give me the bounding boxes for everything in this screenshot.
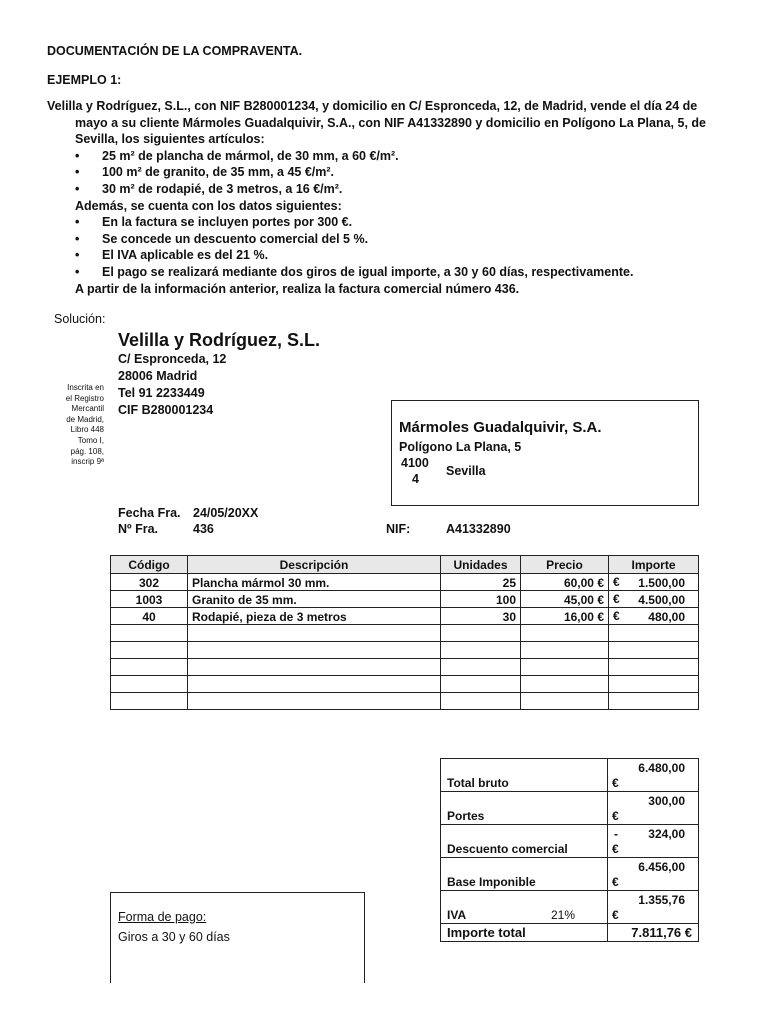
col-code: Código (111, 556, 188, 574)
extra-item: • El IVA aplicable es del 21 %. (75, 248, 269, 263)
problem-statement (47, 98, 727, 297)
client-name: Mármoles Guadalquivir, S.A. (399, 419, 602, 436)
total-row (441, 924, 699, 942)
col-amount: Importe (609, 556, 699, 574)
total-row: Portes 300,00 € (441, 792, 699, 825)
extra-intro: Además, se cuenta con los datos siguientes: (75, 198, 342, 213)
bullet-icon: • (75, 165, 80, 180)
client-zip-suffix: 4 (412, 472, 419, 486)
seller-name: Velilla y Rodríguez, S.L. (118, 330, 321, 350)
total-label: Importe total (441, 924, 608, 942)
bullet-icon: • (75, 148, 80, 163)
statement-line: Sevilla, los siguientes artículos: (75, 132, 265, 147)
total-row: Descuento comercial - 324,00 € (441, 825, 699, 858)
invoice-date: 24/05/20XX (193, 506, 259, 520)
base-label: Base Imponible (441, 858, 608, 891)
col-price: Precio (521, 556, 609, 574)
table-header (111, 556, 699, 574)
table-row-empty (111, 693, 699, 710)
table-row: 302 Plancha mármol 30 mm. 25 60,00 € 1.500,00 € (111, 574, 699, 591)
col-units: Unidades (441, 556, 521, 574)
total-row: Total bruto 6.480,00 € (441, 759, 699, 792)
col-description: Descripción (188, 556, 441, 574)
totals-table (440, 758, 699, 942)
bullet-icon: • (75, 215, 80, 230)
bullet-icon: • (75, 248, 80, 263)
freight-label: Portes (441, 792, 608, 825)
client-zip: 4100 (401, 456, 429, 470)
discount-label: Descuento comercial (441, 825, 608, 858)
seller-cif: CIF B280001234 (118, 403, 214, 417)
payment-label: Forma de pago: (118, 910, 207, 924)
article-item: • 25 m² de plancha de mármol, de 30 mm, a 60 €/m². (75, 148, 399, 163)
total-row: Base Imponible 6.456,00 € (441, 858, 699, 891)
extra-item: • En la factura se incluyen portes por 300 €. (75, 215, 353, 230)
statement-line: Velilla y Rodríguez, S.L., con NIF B280001234, y domicilio en C/ Espronceda, 12, de Madrid, vende el día 24 de (47, 99, 698, 113)
seller-phone: Tel 91 2233449 (118, 386, 205, 400)
total-row: IVA 21% 1.355,76 € (441, 891, 699, 924)
registry-note: Inscrita en el Registro Mercantil de Madrid, Libro 448 Tomo I, pág. 108, inscrip 9ª (65, 383, 104, 467)
client-city: Sevilla (446, 464, 486, 478)
article-item: • 100 m² de granito, de 35 mm, a 45 €/m². (75, 165, 335, 180)
invoice-number: 436 (193, 522, 214, 536)
gross-label: Total bruto (441, 759, 608, 792)
vat-label: IVA (447, 908, 467, 922)
table-row: 40 Rodapié, pieza de 3 metros 30 16,00 € 480,00 € (111, 608, 699, 625)
bullet-icon: • (75, 264, 80, 279)
bullet-icon: • (75, 181, 80, 196)
table-row-empty (111, 659, 699, 676)
payment-value: Giros a 30 y 60 días (118, 930, 230, 944)
number-label: Nº Fra. (118, 522, 158, 536)
nif-label: NIF: (386, 522, 411, 536)
table-row: 1003 Granito de 35 mm. 100 45,00 € 4.500,00 € (111, 591, 699, 608)
bullet-icon: • (75, 231, 80, 246)
extra-item: • Se concede un descuento comercial del 5 %. (75, 231, 369, 246)
statement-line: mayo a su cliente Mármoles Guadalquivir, S.A., con NIF A41332890 y domicilio en Polígono La Plana, 5, de (75, 115, 706, 130)
heading: DOCUMENTACIÓN DE LA COMPRAVENTA. (47, 44, 303, 58)
extra-item: • El pago se realizará mediante dos giros de igual importe, a 30 y 60 días, respectivamente. (75, 264, 634, 279)
table-row-empty (111, 676, 699, 693)
items-table (110, 555, 699, 710)
article-item: • 30 m² de rodapié, de 3 metros, a 16 €/m². (75, 181, 343, 196)
date-label: Fecha Fra. (118, 506, 181, 520)
task-text: A partir de la información anterior, realiza la factura comercial número 436. (75, 281, 520, 296)
seller-address: C/ Espronceda, 12 (118, 352, 227, 366)
table-row-empty (111, 625, 699, 642)
client-address: Polígono La Plana, 5 (399, 440, 522, 454)
seller-city: 28006 Madrid (118, 369, 198, 383)
solution-label: Solución: (54, 312, 106, 326)
total-amount: 7.811,76 € (608, 924, 699, 942)
example-label: EJEMPLO 1: (47, 73, 122, 87)
table-row-empty (111, 642, 699, 659)
vat-rate: 21% (551, 908, 576, 922)
client-nif: A41332890 (446, 522, 511, 536)
